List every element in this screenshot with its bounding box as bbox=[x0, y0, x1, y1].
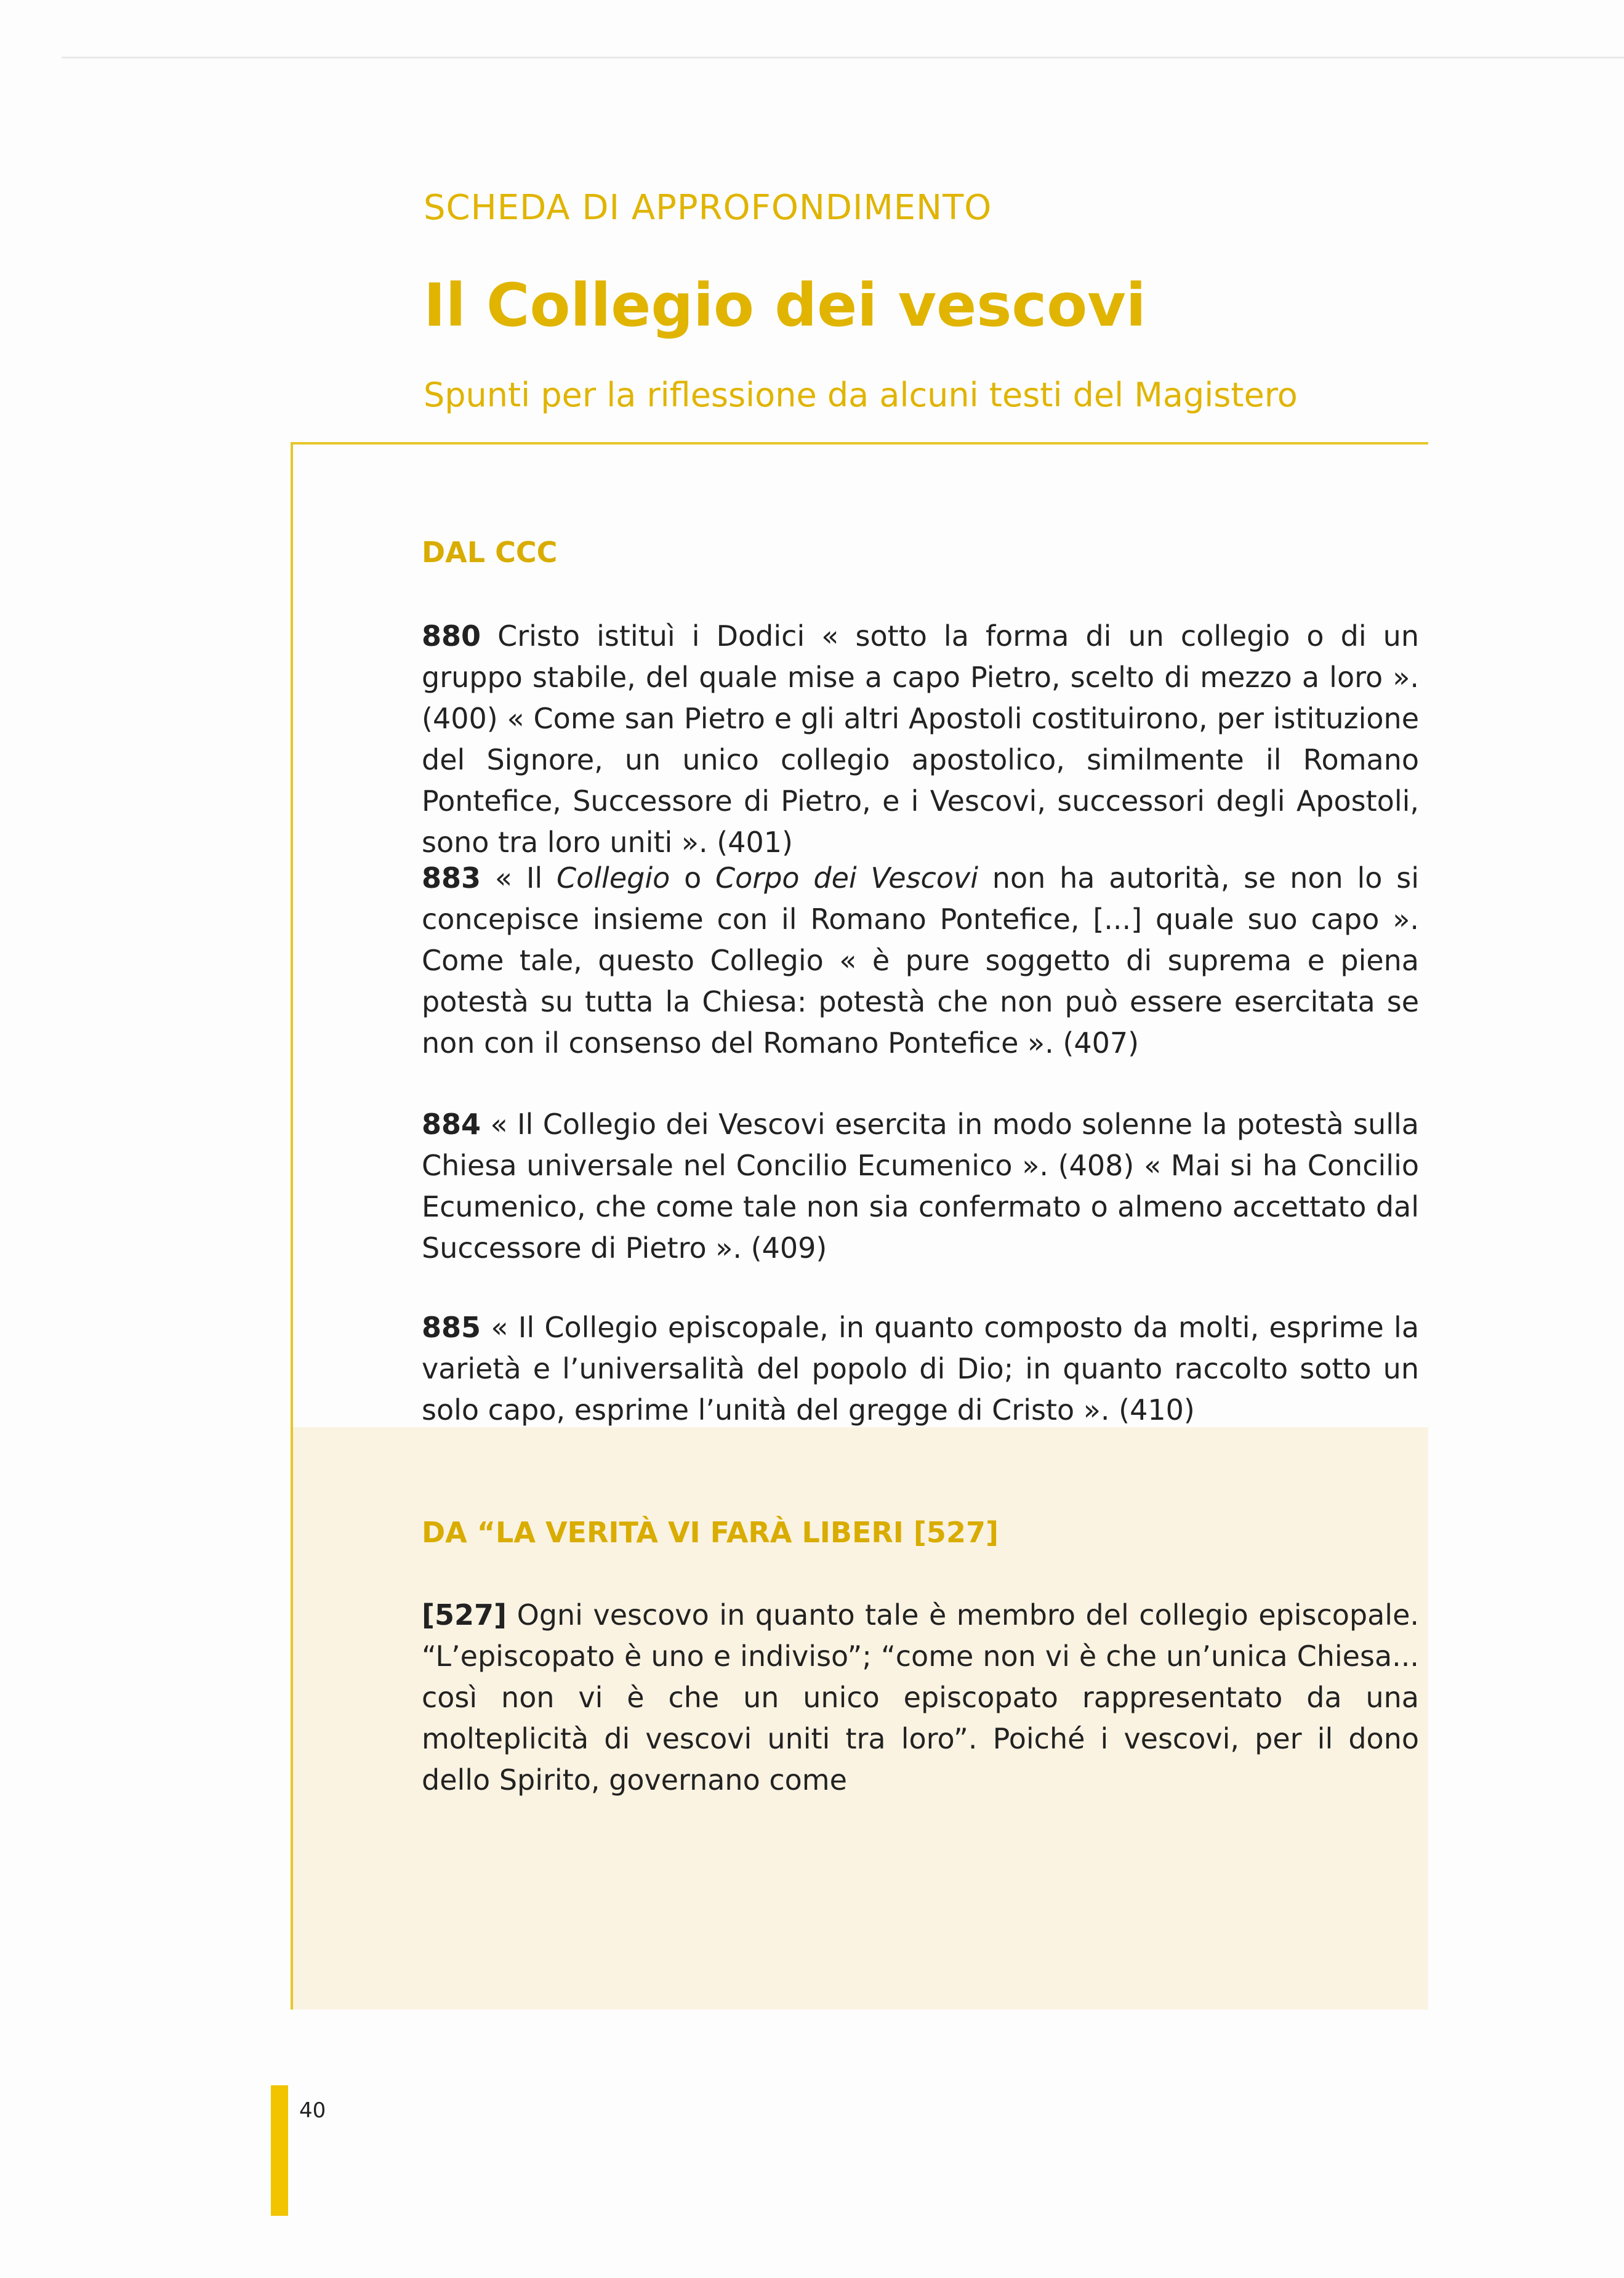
paragraph-number: 880 bbox=[422, 619, 481, 653]
paragraph-number: [527] bbox=[422, 1598, 507, 1632]
page-number-bar bbox=[271, 2085, 288, 2216]
paragraph-text: « Il Collegio dei Vescovi esercita in modo solenne la potestà sulla Chiesa universale nel Concilio Ecumenico ». (408) « Mai si ha Concilio Ecumenico, che come tale non sia confermato o almeno accettato dal Successore di Pietro ». (409) bbox=[422, 1108, 1419, 1265]
section-label: SCHEDA DI APPROFONDIMENTO bbox=[424, 188, 992, 228]
page-subtitle: Spunti per la riflessione da alcuni testi del Magistero bbox=[424, 376, 1298, 414]
paragraph-italic: Corpo dei Vescovi bbox=[715, 861, 978, 895]
paragraph-883 bbox=[422, 858, 1419, 1064]
page-title: Il Collegio dei vescovi bbox=[424, 271, 1146, 340]
paragraph-italic: Collegio bbox=[557, 861, 670, 895]
paragraph-number: 885 bbox=[422, 1311, 481, 1344]
paragraph-text: o bbox=[670, 861, 716, 895]
paragraph-884 bbox=[422, 1104, 1419, 1269]
paragraph-text: Cristo istituì i Dodici « sotto la forma di un collegio o di un gruppo stabile, del quale mise a capo Pietro, scelto di mezzo a loro ». (400) « Come san Pietro e gli altri Apostoli costituirono, per istituzione del Signore, un unico collegio apostolico, similmente il Romano Pontefice, Successore di Pietro, e i Vescovi, successori degli Apostoli, sono tra loro uniti ». (401) bbox=[422, 619, 1419, 859]
paragraph-text: non ha autorità, se non lo si concepisce insieme con il Romano Pontefice, [...] quale suo capo ». Come tale, questo Collegio « è pure soggetto di suprema e piena potestà su tutta la Chiesa: potestà che non può essere esercitata se non con il consenso del Romano Pontefice ». (407) bbox=[422, 861, 1419, 1060]
heading-la-verita: DA “LA VERITÀ VI FARÀ LIBERI [527] bbox=[422, 1516, 999, 1549]
paragraph-text: Ogni vescovo in quanto tale è membro del collegio episcopale. “L’episcopato è uno e indiviso”; “come non vi è che un’unica Chiesa... così non vi è che un unico episcopato rappresentato da una molteplicità di vescovi uniti tra loro”. Poiché i vescovi, per il dono dello Spirito, governano come bbox=[422, 1598, 1420, 1797]
page-number: 40 bbox=[299, 2098, 326, 2123]
paragraph-527 bbox=[422, 1595, 1419, 1801]
frame-rule-horizontal bbox=[291, 442, 1428, 445]
paragraph-number: 883 bbox=[422, 861, 481, 895]
paragraph-880 bbox=[422, 616, 1419, 863]
paragraph-text: « Il Collegio episcopale, in quanto composto da molti, esprime la varietà e l’universalità del popolo di Dio; in quanto raccolto sotto un solo capo, esprime l’unità del gregge di Cristo ». (410) bbox=[422, 1311, 1420, 1427]
paragraph-text: « Il bbox=[494, 861, 557, 895]
paragraph-number: 884 bbox=[422, 1108, 481, 1141]
page-top-edge bbox=[62, 57, 1624, 58]
paragraph-885 bbox=[422, 1307, 1419, 1431]
heading-dal-ccc: DAL CCC bbox=[422, 536, 558, 569]
